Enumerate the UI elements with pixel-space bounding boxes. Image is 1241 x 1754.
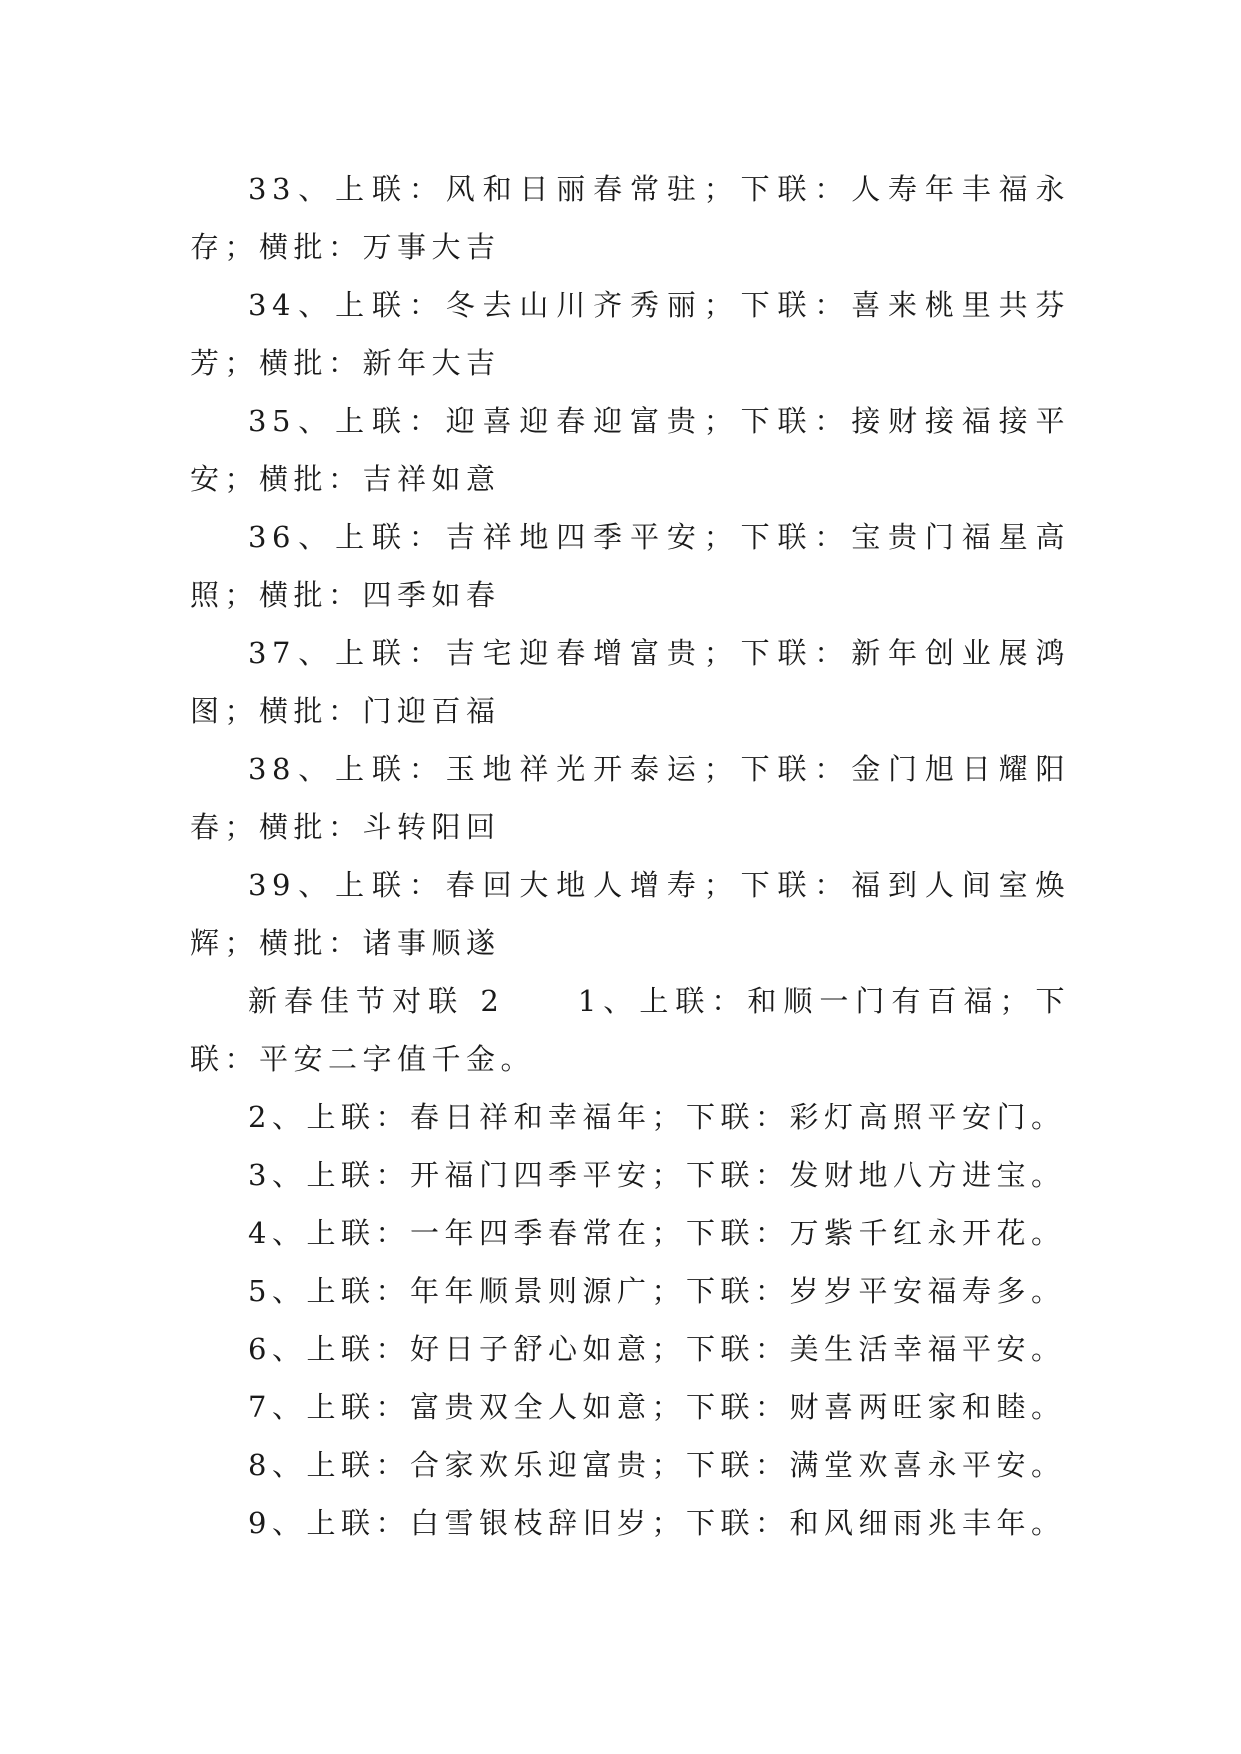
couplet-paragraph-39: 39、上联：春回大地人增寿；下联：福到人间室焕辉；横批：诸事顺遂 xyxy=(190,868,1070,960)
couplet-paragraph-34: 34、上联：冬去山川齐秀丽；下联：喜来桃里共芬芳；横批：新年大吉 xyxy=(190,288,1070,380)
couplet-paragraph-33: 33、上联：风和日丽春常驻；下联：人寿年丰福永存；横批：万事大吉 xyxy=(190,172,1070,264)
couplet-paragraph-9: 9、上联：白雪银枝辞旧岁；下联：和风细雨兆丰年。 xyxy=(248,1506,1066,1540)
couplet-paragraph-5: 5、上联：年年顺景则源广；下联：岁岁平安福寿多。 xyxy=(248,1274,1066,1308)
document-body xyxy=(190,160,1070,1552)
couplet-paragraph-8: 8、上联：合家欢乐迎富贵；下联：满堂欢喜永平安。 xyxy=(248,1448,1066,1482)
couplet-paragraph-35: 35、上联：迎喜迎春迎富贵；下联：接财接福接平安；横批：吉祥如意 xyxy=(190,404,1070,496)
couplet-paragraph-3: 3、上联：开福门四季平安；下联：发财地八方进宝。 xyxy=(248,1158,1066,1192)
couplet-paragraph-7: 7、上联：富贵双全人如意；下联：财喜两旺家和睦。 xyxy=(248,1390,1066,1424)
couplet-paragraph-36: 36、上联：吉祥地四季平安；下联：宝贵门福星高照；横批：四季如春 xyxy=(190,520,1070,612)
couplet-paragraph-2: 2、上联：春日祥和幸福年；下联：彩灯高照平安门。 xyxy=(248,1100,1066,1134)
couplet-paragraph-4: 4、上联：一年四季春常在；下联：万紫千红永开花。 xyxy=(248,1216,1066,1250)
couplet-paragraph-38: 38、上联：玉地祥光开泰运；下联：金门旭日耀阳春；横批：斗转阳回 xyxy=(190,752,1070,844)
couplet-paragraph-6: 6、上联：好日子舒心如意；下联：美生活幸福平安。 xyxy=(248,1332,1066,1366)
section-heading-paragraph: 新春佳节对联 2 1、上联：和顺一门有百福；下联：平安二字值千金。 xyxy=(190,984,1070,1076)
couplet-paragraph-37: 37、上联：吉宅迎春增富贵；下联：新年创业展鸿图；横批：门迎百福 xyxy=(190,636,1070,728)
